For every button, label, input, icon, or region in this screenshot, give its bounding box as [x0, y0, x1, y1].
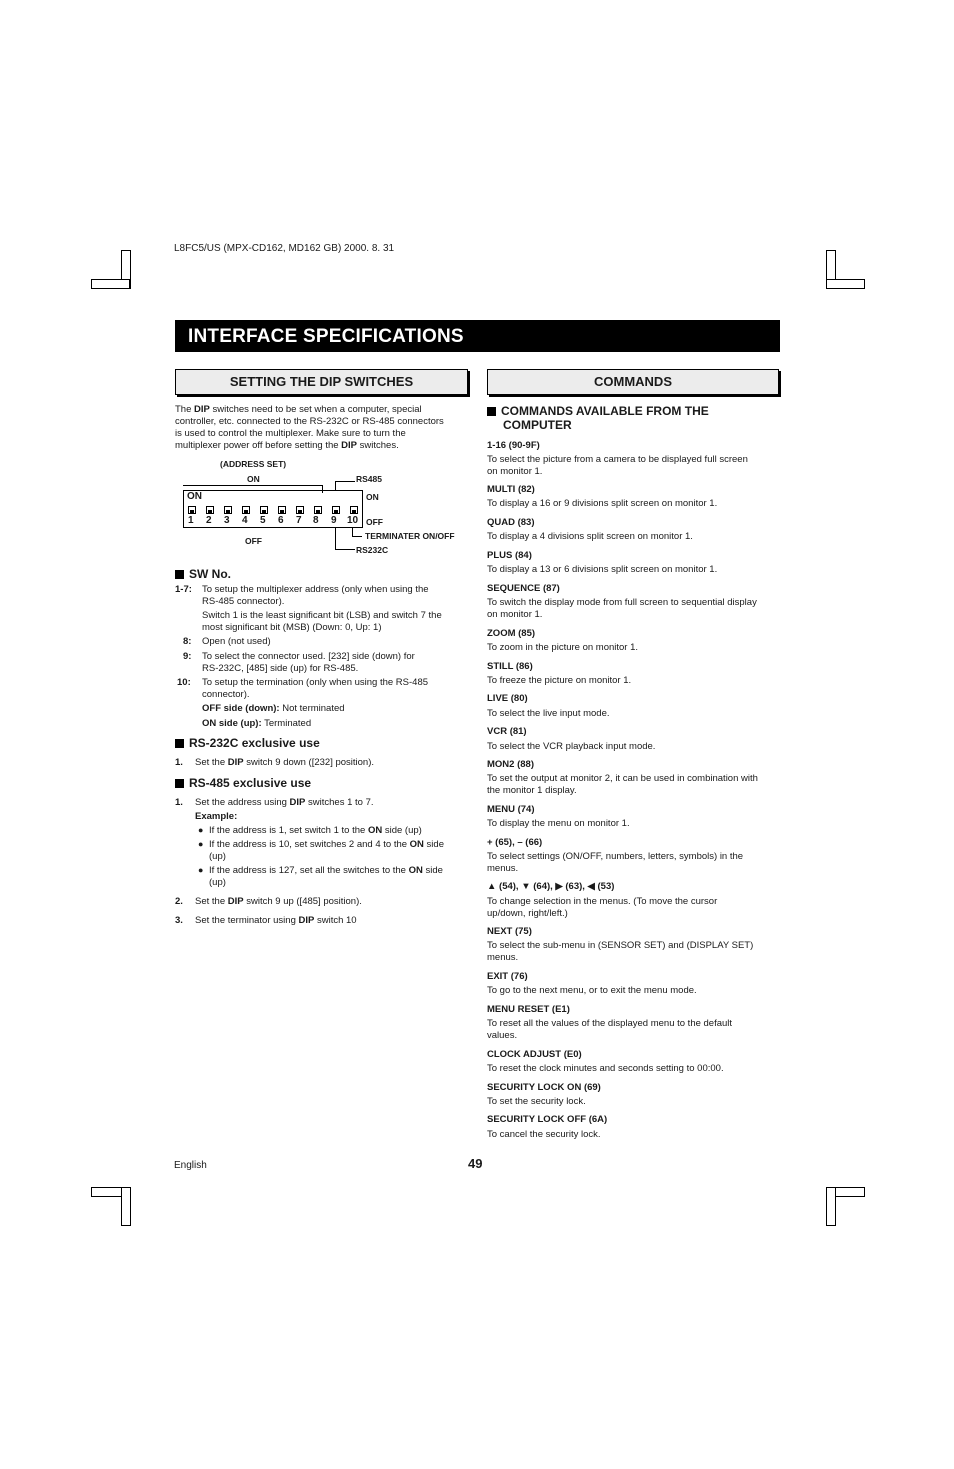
- command-desc: To cancel the security lock.: [487, 1129, 601, 1140]
- dip-number: 3: [224, 515, 230, 526]
- command-name: MULTI (82): [487, 484, 535, 495]
- rs232c-label: RS232C: [356, 545, 389, 555]
- dip-switch-5: [260, 506, 268, 514]
- dip-number: 8: [313, 515, 319, 526]
- bracket-line: [335, 481, 355, 482]
- step-number: 3.: [175, 915, 183, 926]
- command-desc: To display a 16 or 9 divisions split screen on monitor 1.: [487, 498, 718, 509]
- command-desc: To select the sub-menu in (SENSOR SET) and (DISPLAY SET) menus.: [487, 940, 754, 963]
- command-name: STILL (86): [487, 661, 533, 672]
- command-desc: To zoom in the picture on monitor 1.: [487, 642, 639, 653]
- command-desc: To reset all the values of the displayed menu to the default values.: [487, 1018, 733, 1041]
- bracket-line: [335, 549, 355, 550]
- command-name: MON2 (88): [487, 759, 534, 770]
- command-name: PLUS (84): [487, 550, 532, 561]
- command-name: MENU (74): [487, 804, 535, 815]
- step-text: Set the DIP switch 9 up ([485] position).: [195, 896, 362, 907]
- on-right-label: ON: [366, 492, 379, 502]
- sw-range-label: 10:: [177, 677, 191, 688]
- step-number: 1.: [175, 797, 183, 808]
- step-text: Set the DIP switch 9 down ([232] position).: [195, 757, 375, 768]
- dip-switch-6: [278, 506, 286, 514]
- rs232c-heading: RS-232C exclusive use: [175, 736, 320, 750]
- dip-switch-9: [332, 506, 340, 514]
- bullet-icon: ●: [198, 825, 204, 835]
- bullet-icon: ●: [198, 865, 204, 875]
- command-name: + (65), – (66): [487, 837, 543, 848]
- sw-desc: To setup the multiplexer address (only when using the RS-485 connector). Switch 1 is the least significant bit (LSB) and switch 7 the most significant bit (MSB) (Down: 0, Up: 1): [202, 584, 442, 633]
- command-name: 1-16 (90-9F): [487, 440, 540, 451]
- crop-mark: [826, 279, 865, 289]
- command-name: LIVE (80): [487, 693, 528, 704]
- example-item: If the address is 127, set all the switches to the ON side (up): [209, 865, 443, 888]
- command-desc: To select settings (ON/OFF, numbers, letters, symbols) in the menus.: [487, 851, 744, 874]
- dip-number: 6: [278, 515, 284, 526]
- command-name: SECURITY LOCK ON (69): [487, 1082, 601, 1093]
- bracket-line: [335, 527, 336, 549]
- dip-switch-2: [206, 506, 214, 514]
- dip-number: 4: [242, 515, 248, 526]
- bracket-line: [352, 536, 362, 537]
- dip-number: 7: [296, 515, 302, 526]
- square-bullet-icon: [487, 407, 496, 416]
- command-desc: To display a 13 or 6 divisions split screen on monitor 1.: [487, 564, 718, 575]
- page-title: INTERFACE SPECIFICATIONS: [188, 326, 464, 347]
- intro-paragraph: The DIP switches need to be set when a computer, special controller, etc. connected to the RS-232C or RS-485 connectors is used to control the multiplexer. Make sure to turn the multiplexer power off before setting the DIP switches.: [175, 404, 444, 451]
- rs485-heading: RS-485 exclusive use: [175, 776, 311, 790]
- dip-switch-7: [296, 506, 304, 514]
- command-desc: To switch the display mode from full screen to sequential display on monitor 1.: [487, 597, 757, 620]
- command-desc: To set the security lock.: [487, 1096, 586, 1107]
- on-top-label: ON: [247, 474, 260, 484]
- example-item: If the address is 10, set switches 2 and 4 to the ON side (up): [209, 839, 444, 862]
- command-desc: To go to the next menu, or to exit the menu mode.: [487, 985, 697, 996]
- command-name: CLOCK ADJUST (E0): [487, 1049, 582, 1060]
- command-desc: To reset the clock minutes and seconds setting to 00:00.: [487, 1063, 724, 1074]
- example-label: Example:: [195, 811, 238, 822]
- step-text: Set the address using DIP switches 1 to 7.: [195, 797, 374, 808]
- command-name: ▲ (54), ▼ (64), ▶ (63), ◀ (53): [487, 881, 615, 892]
- command-desc: To change selection in the menus. (To move the cursor up/down, right/left.): [487, 896, 718, 919]
- dip-switch-1: [188, 506, 196, 514]
- dip-number: 10: [347, 515, 359, 526]
- command-desc: To select the live input mode.: [487, 708, 610, 719]
- dip-switch-4: [242, 506, 250, 514]
- dip-switch-8: [314, 506, 322, 514]
- square-bullet-icon: [175, 779, 184, 788]
- command-name: MENU RESET (E1): [487, 1004, 570, 1015]
- command-name: EXIT (76): [487, 971, 528, 982]
- sw-range-label: 9:: [183, 651, 192, 662]
- bracket-line: [352, 527, 353, 536]
- command-name: NEXT (75): [487, 926, 532, 937]
- sw-desc: Open (not used): [202, 636, 271, 647]
- command-desc: To select the picture from a camera to be displayed full screen on monitor 1.: [487, 454, 748, 477]
- dip-number: 2: [206, 515, 212, 526]
- command-desc: To display a 4 divisions split screen on monitor 1.: [487, 531, 693, 542]
- command-desc: To display the menu on monitor 1.: [487, 818, 630, 829]
- sw-range-label: 8:: [183, 636, 192, 647]
- square-bullet-icon: [175, 570, 184, 579]
- command-name: ZOOM (85): [487, 628, 536, 639]
- sw-desc: To setup the termination (only when using the RS-485 connector). OFF side (down): Not terminated ON side (up): Terminated: [202, 677, 429, 729]
- sw-no-heading: SW No.: [175, 567, 231, 581]
- dip-number: 1: [188, 515, 194, 526]
- step-number: 2.: [175, 896, 183, 907]
- sw-range-label: 1-7:: [175, 584, 192, 595]
- section-header-dip: SETTING THE DIP SWITCHES: [175, 369, 468, 395]
- rs485-label: RS485: [356, 474, 382, 484]
- off-bottom-label: OFF: [245, 536, 262, 546]
- command-name: SEQUENCE (87): [487, 583, 560, 594]
- command-name: VCR (81): [487, 726, 527, 737]
- on-box-label: ON: [187, 491, 202, 502]
- dip-number: 9: [331, 515, 337, 526]
- bracket-line: [183, 485, 323, 486]
- dip-switch-10: [350, 506, 358, 514]
- step-number: 1.: [175, 757, 183, 768]
- command-desc: To freeze the picture on monitor 1.: [487, 675, 632, 686]
- bullet-icon: ●: [198, 839, 204, 849]
- crop-mark: [91, 279, 130, 289]
- command-name: QUAD (83): [487, 517, 535, 528]
- off-right-label: OFF: [366, 517, 383, 527]
- command-name: SECURITY LOCK OFF (6A): [487, 1114, 608, 1125]
- command-desc: To set the output at monitor 2, it can be used in combination with the monitor 1 display.: [487, 773, 758, 796]
- footer-language: English: [174, 1160, 207, 1171]
- dip-number: 5: [260, 515, 266, 526]
- crop-mark: [121, 1187, 131, 1226]
- square-bullet-icon: [175, 739, 184, 748]
- dip-switch-3: [224, 506, 232, 514]
- commands-subheading: COMMANDS AVAILABLE FROM THE COMPUTER: [487, 404, 709, 432]
- crop-mark: [826, 1187, 836, 1226]
- terminator-label: TERMINATER ON/OFF: [365, 531, 455, 541]
- command-desc: To select the VCR playback input mode.: [487, 741, 656, 752]
- print-id: L8FC5/US (MPX-CD162, MD162 GB) 2000. 8. 31: [174, 243, 395, 254]
- sw-desc: To select the connector used. [232] side (down) for RS-232C, [485] side (up) for RS-485.: [202, 651, 415, 674]
- section-header-commands: COMMANDS: [487, 369, 779, 395]
- address-set-label: (ADDRESS SET): [220, 459, 287, 469]
- page-number: 49: [468, 1156, 483, 1171]
- example-item: If the address is 1, set switch 1 to the ON side (up): [209, 825, 422, 836]
- step-text: Set the terminator using DIP switch 10: [195, 915, 357, 926]
